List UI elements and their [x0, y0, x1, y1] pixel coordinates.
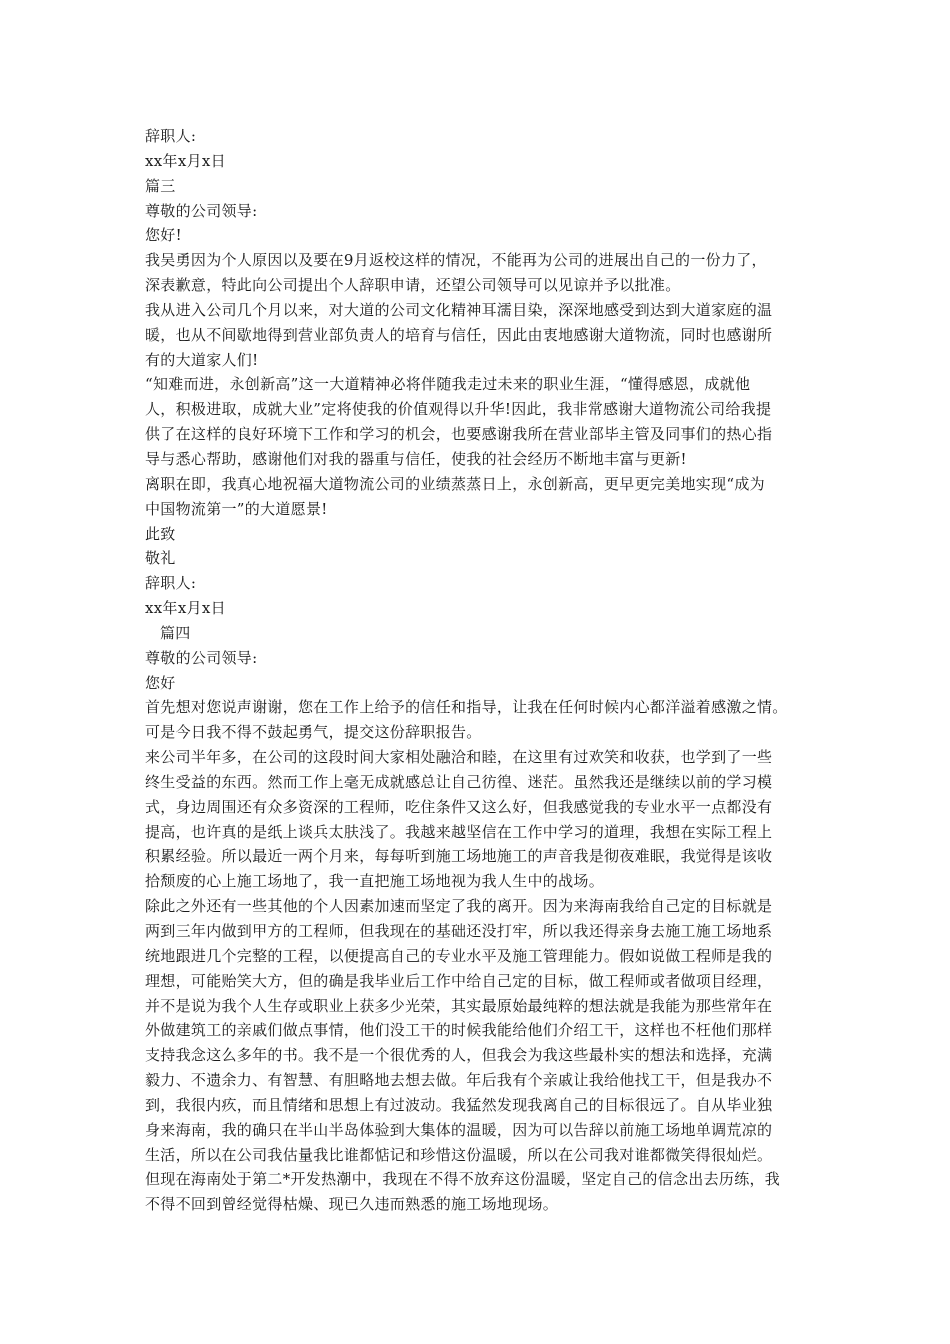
- text-line: 深表歉意，特此向公司提出个人辞职申请，还望公司领导可以见谅并予以批准。: [145, 276, 681, 295]
- section-4-paragraph-1: [145, 695, 815, 745]
- section-3-paragraph-1: [145, 248, 815, 298]
- date-prev: xx年x月x日: [145, 151, 226, 170]
- closing-regards: 此致: [145, 524, 176, 543]
- text-line: 不得不回到曾经觉得枯燥、现已久违而熟悉的施工场地现场。: [145, 1195, 559, 1214]
- text-line: 我从进入公司几个月以来，对大道的公司文化精神耳濡目染，深深地感受到达到大道家庭的温: [145, 300, 773, 319]
- text-line: 离职在即，我真心地祝福大道物流公司的业绩蒸蒸日上，永创新高，更早更完美地实现“成为: [145, 474, 765, 493]
- section-3-greeting: 您好!: [145, 226, 182, 245]
- resigner-label: 辞职人:: [145, 574, 197, 593]
- text-line: 到，我很内疚，而且情绪和思想上有过波动。我猛然发现我离自己的目标很远了。自从毕业独: [145, 1095, 773, 1114]
- text-line: 导与悉心帮助，感谢他们对我的器重与信任，使我的社会经历不断地丰富与更新!: [145, 449, 687, 468]
- resigner-label-prev: 辞职人:: [145, 127, 197, 145]
- text-line: 供了在这样的良好环境下工作和学习的机会，也要感谢我所在营业部毕主管及同事们的热心指: [145, 425, 773, 444]
- section-4-greeting: 您好: [145, 673, 176, 692]
- text-line: 两到三年内做到甲方的工程师，但我现在的基础还没打牢，所以我还得亲身去施工施工场地系: [145, 922, 773, 940]
- section-4-paragraph-2: [145, 745, 815, 894]
- text-line: 毅力、不遗余力、有智慧、有胆略地去想去做。年后我有个亲戚让我给他找工干，但是我办不: [145, 1071, 773, 1090]
- section-3-heading: 篇三: [145, 176, 176, 195]
- text-line: 中国物流第一”的大道愿景!: [145, 499, 328, 518]
- text-line: 来公司半年多，在公司的这段时间大家相处融洽和睦，在这里有过欢笑和收获，也学到了一些: [145, 748, 773, 767]
- text-line: 人，积极进取，成就大业”定将使我的价值观得以升华!因此，我非常感谢大道物流公司给我提: [145, 400, 772, 419]
- closing-salute: 敬礼: [145, 549, 176, 568]
- section-3-paragraph-2: [145, 298, 815, 373]
- text-line: 我吴勇因为个人原因以及要在9月返校这样的情况，不能再为公司的进展出自己的一份力了，: [145, 251, 767, 270]
- text-line: 有的大道家人们!: [145, 350, 259, 369]
- document-page: [145, 124, 815, 1217]
- text-line: 可是今日我不得不鼓起勇气，提交这份辞职报告。: [145, 723, 482, 742]
- text-line: 终生受益的东西。然而工作上毫无成就感总让自己彷徨、迷茫。虽然我还是继续以前的学习模: [145, 772, 773, 791]
- text-line: 生活，所以在公司我估量我比谁都惦记和珍惜这份温暖，所以在公司我对谁都微笑得很灿烂。: [145, 1145, 773, 1164]
- text-line: 支持我念这么多年的书。我不是一个很优秀的人，但我会为我这些最朴实的想法和选择，充满: [145, 1046, 773, 1065]
- text-line: 除此之外还有一些其他的个人因素加速而坚定了我的离开。因为来海南我给自己定的目标就是: [145, 897, 773, 916]
- text-line: 暖，也从不间歇地得到营业部负责人的培育与信任，因此由衷地感谢大道物流，同时也感谢所: [145, 325, 773, 344]
- signature-date: xx年x月x日: [145, 599, 226, 618]
- text-line: 身来海南，我的确只在半山半岛体验到大集体的温暖，因为可以告辞以前施工场地单调荒凉的: [145, 1120, 773, 1139]
- text-line: 理想，可能贻笑大方，但的确是我毕业后工作中给自己定的目标，做工程师或者做项目经理，: [145, 971, 773, 990]
- text-line: 首先想对您说声谢谢，您在工作上给予的信任和指导，让我在任何时候内心都洋溢着感激之情。: [145, 698, 788, 717]
- text-line: 积累经验。所以最近一两个月来，每每听到施工场地施工的声音我是彻夜难眠，我觉得是该收: [145, 847, 773, 866]
- section-3-paragraph-4: [145, 472, 815, 522]
- text-line: 提高，也许真的是纸上谈兵太肤浅了。我越来越坚信在工作中学习的道理，我想在实际工程上: [145, 822, 773, 841]
- section-4-salutation: 尊敬的公司领导:: [145, 648, 258, 667]
- text-line: “知难而进，永创新高”这一大道精神必将伴随我走过未来的职业生涯，“懂得感恩，成就他: [145, 375, 751, 394]
- text-line: 统地跟进几个完整的工程，以便提高自己的专业水平及施工管理能力。假如说做工程师是我的: [145, 946, 773, 965]
- text-line: 外做建筑工的亲戚们做点事情，他们没工干的时候我能给他们介绍工干，这样也不枉他们那样: [145, 1021, 773, 1040]
- text-line: 但现在海南处于第二*开发热潮中，我现在不得不放弃这份温暖，坚定自己的信念出去历练，我: [145, 1170, 781, 1189]
- text-line: 拾颓废的心上施工场地了，我一直把施工场地视为我人生中的战场。: [145, 872, 605, 891]
- section-3-paragraph-3: [145, 372, 815, 471]
- section-4-paragraph-3: [145, 894, 815, 1217]
- text-line: 式，身边周围还有众多资深的工程师，吃住条件又这么好，但我感觉我的专业水平一点都没有: [145, 797, 773, 816]
- text-line: 并不是说为我个人生存或职业上获多少光荣，其实最原始最纯粹的想法就是我能为那些常年在: [145, 996, 773, 1015]
- section-3-salutation: 尊敬的公司领导:: [145, 201, 258, 220]
- section-4-heading: 篇四: [160, 623, 191, 642]
